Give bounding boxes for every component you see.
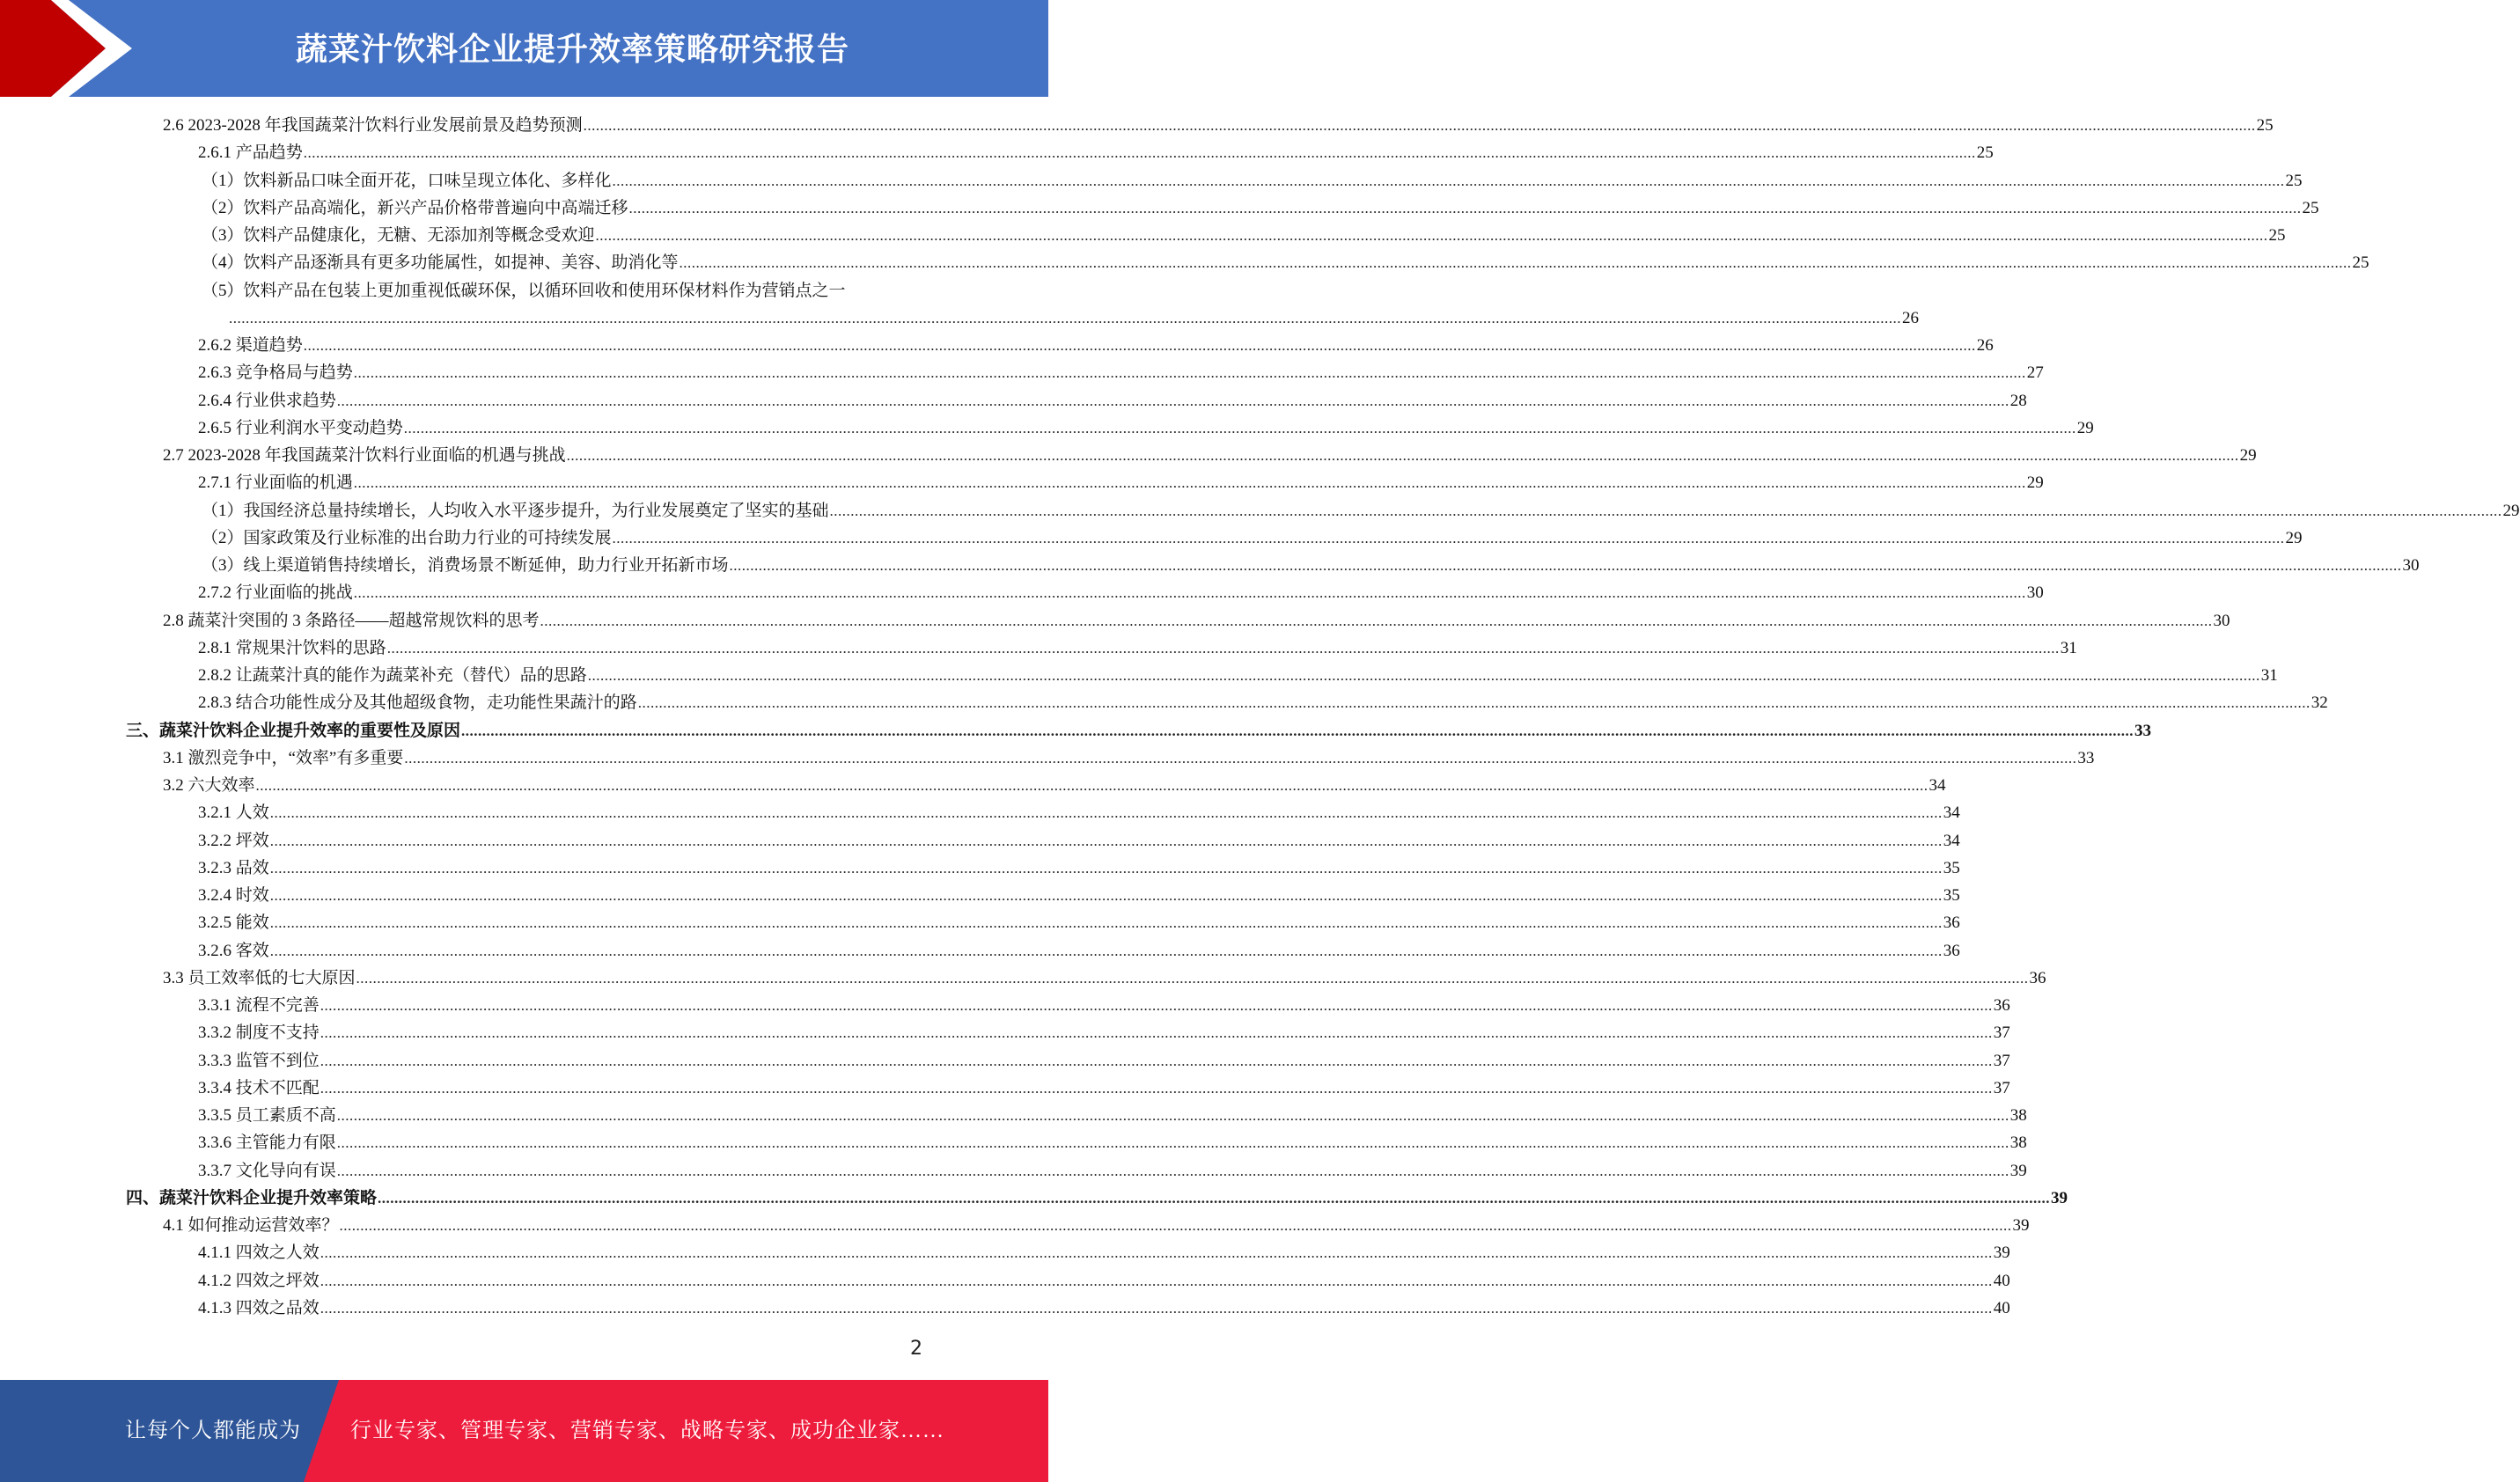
toc-dot-leader: ................................................................................................................................................................................................................................................................................................................................................................................................................ [269, 859, 1943, 877]
toc-entry-title: 4.1.2 四效之坪效 [198, 1271, 320, 1290]
toc-dot-leader: ................................................................................................................................................................................................................................................................................................................................................................................................................ [336, 1162, 2009, 1179]
toc-dot-leader: ................................................................................................................................................................................................................................................................................................................................................................................................................ [566, 447, 2239, 464]
toc-entry-page: 36 [1993, 996, 2010, 1015]
toc-dot-leader: ................................................................................................................................................................................................................................................................................................................................................................................................................ [829, 502, 2502, 519]
toc-entry-page: 38 [2009, 1106, 2027, 1125]
toc-entry-title: 2.8.2 让蔬菜汁真的能作为蔬菜补充（替代）品的思路 [198, 666, 587, 685]
footer-slogan-right: 行业专家、管理专家、营销专家、战略专家、成功企业家…… [350, 1420, 944, 1442]
toc-entry-page: 40 [1993, 1271, 2010, 1290]
toc-entry-title: （3）线上渠道销售持续增长，消费场景不断延伸，助力行业开拓新市场 [202, 556, 729, 575]
toc-entry[interactable] [0, 772, 1946, 799]
toc-entry-page: 29 [2026, 473, 2044, 493]
toc-entry-page: 35 [1943, 858, 1960, 877]
toc-entry[interactable] [0, 139, 1994, 166]
toc-entry-title: 2.6 2023-2028 年我国蔬菜汁饮料行业发展前景及趋势预测 [163, 116, 583, 135]
table-of-contents [0, 112, 2520, 1322]
toc-entry[interactable] [0, 222, 2286, 249]
toc-entry-title: 3.2.6 客效 [198, 941, 269, 960]
page-footer [0, 1380, 1048, 1482]
toc-entry-title: 3.3.3 监管不到位 [198, 1051, 320, 1070]
toc-dot-leader: ................................................................................................................................................................................................................................................................................................................................................................................................................ [320, 1024, 1993, 1042]
toc-entry-title: 2.8.3 结合功能性成分及其他超级食物，走功能性果蔬汁的路 [198, 693, 637, 713]
toc-entry-page: 40 [1993, 1298, 2010, 1317]
toc-dot-leader: ................................................................................................................................................................................................................................................................................................................................................................................................................ [269, 942, 1943, 959]
toc-dot-leader: ................................................................................................................................................................................................................................................................................................................................................................................................................ [612, 529, 2285, 547]
toc-entry-title: 3.3.4 技术不匹配 [198, 1078, 320, 1097]
toc-entry-title: 2.7 2023-2028 年我国蔬菜汁饮料行业面临的机遇与挑战 [163, 446, 566, 465]
toc-entry[interactable] [0, 745, 2095, 772]
toc-dot-leader: ................................................................................................................................................................................................................................................................................................................................................................................................................ [353, 364, 2026, 382]
toc-entry-page: 32 [2311, 693, 2328, 713]
toc-dot-leader: ................................................................................................................................................................................................................................................................................................................................................................................................................ [320, 1272, 1993, 1289]
toc-dot-leader: ................................................................................................................................................................................................................................................................................................................................................................................................................ [378, 1189, 2051, 1207]
toc-entry[interactable] [0, 442, 2257, 469]
toc-entry[interactable] [0, 525, 2303, 552]
toc-entry-page: 39 [2051, 1188, 2068, 1207]
toc-entry-title: （4）饮料产品逐渐具有更多功能属性，如提神、美容、助消化等 [202, 253, 679, 273]
toc-dot-leader: ................................................................................................................................................................................................................................................................................................................................................................................................................ [336, 1107, 2009, 1124]
toc-entry-page: 33 [2077, 748, 2095, 767]
toc-dot-leader: ................................................................................................................................................................................................................................................................................................................................................................................................................ [461, 722, 2134, 739]
toc-entry-page: 28 [2009, 391, 2027, 410]
toc-entry-title: （1）我国经济总量持续增长，人均收入水平逐步提升，为行业发展奠定了坚实的基础 [202, 501, 829, 520]
toc-entry[interactable] [0, 112, 2274, 139]
toc-entry-title: 2.6.1 产品趋势 [198, 143, 303, 163]
toc-entry-title: 3.2 六大效率 [163, 776, 255, 795]
toc-entry-page: 29 [2285, 528, 2303, 547]
toc-entry-title: 四、蔬菜汁饮料企业提升效率策略 [126, 1188, 378, 1207]
toc-entry-page: 25 [1976, 143, 1994, 163]
toc-entry-page: 27 [2026, 363, 2044, 383]
toc-entry-title: 2.7.1 行业面临的机遇 [198, 473, 353, 493]
toc-dot-leader: ................................................................................................................................................................................................................................................................................................................................................................................................................ [303, 337, 1976, 354]
toc-entry[interactable] [0, 799, 1960, 826]
toc-dot-leader: ................................................................................................................................................................................................................................................................................................................................................................................................................ [356, 969, 2029, 987]
toc-entry-title: 3.2.1 人效 [198, 803, 269, 823]
toc-entry-title: 2.6.4 行业供求趋势 [198, 391, 336, 410]
toc-dot-leader: ................................................................................................................................................................................................................................................................................................................................................................................................................ [339, 1217, 2012, 1234]
toc-entry-page: 39 [2012, 1216, 2030, 1235]
toc-dot-leader: ................................................................................................................................................................................................................................................................................................................................................................................................................ [320, 997, 1993, 1014]
toc-entry[interactable] [0, 882, 1960, 909]
toc-entry[interactable] [0, 909, 1960, 936]
toc-entry[interactable] [0, 359, 2044, 386]
toc-dot-leader: ................................................................................................................................................................................................................................................................................................................................................................................................................ [336, 392, 2009, 409]
toc-entry-title: 4.1 如何推动运营效率？ [163, 1216, 339, 1235]
toc-entry-title: 2.6.2 渠道趋势 [198, 336, 303, 355]
toc-entry-title: 4.1.3 四效之品效 [198, 1298, 320, 1317]
toc-entry-title: （1）饮料新品口味全面开花，口味呈现立体化、多样化 [202, 171, 612, 190]
toc-entry[interactable] [0, 277, 1048, 304]
toc-entry[interactable] [0, 167, 2303, 194]
toc-entry-page: 26 [1902, 308, 1919, 327]
toc-entry-page: 31 [2060, 638, 2077, 657]
toc-entry[interactable] [0, 552, 2420, 579]
toc-entry-title: 3.2.2 坪效 [198, 831, 269, 850]
toc-entry[interactable] [0, 1267, 2010, 1295]
toc-entry-page: 33 [2134, 721, 2152, 740]
toc-entry[interactable] [0, 855, 1960, 882]
toc-entry[interactable] [0, 1075, 2010, 1102]
toc-entry-title: 2.6.5 行业利润水平变动趋势 [198, 418, 403, 437]
toc-dot-leader: ................................................................................................................................................................................................................................................................................................................................................................................................................ [404, 749, 2077, 767]
toc-entry[interactable] [0, 1129, 2027, 1156]
toc-dot-leader: ................................................................................................................................................................................................................................................................................................................................................................................................................ [320, 1244, 1993, 1262]
toc-dot-leader: ................................................................................................................................................................................................................................................................................................................................................................................................................ [540, 612, 2213, 629]
toc-entry[interactable] [0, 937, 1960, 965]
toc-entry[interactable] [0, 194, 2319, 222]
toc-entry-title: 2.6.3 竞争格局与趋势 [198, 363, 353, 383]
toc-entry-page: 31 [2260, 666, 2278, 685]
toc-entry-title: （3）饮料产品健康化，无糖、无添加剂等概念受欢迎 [202, 226, 595, 245]
toc-dot-leader: ................................................................................................................................................................................................................................................................................................................................................................................................................ [320, 1052, 1993, 1069]
footer-slogan-left: 让每个人都能成为 [125, 1420, 301, 1442]
toc-entry-page: 26 [1976, 336, 1994, 355]
toc-entry-page: 25 [2302, 198, 2319, 217]
toc-entry-page: 34 [1943, 831, 1960, 850]
toc-dot-leader: ................................................................................................................................................................................................................................................................................................................................................................................................................ [679, 254, 2352, 272]
toc-entry-title: 3.2.3 品效 [198, 858, 269, 877]
toc-entry[interactable] [0, 579, 2044, 606]
page-number: 2 [910, 1338, 922, 1360]
toc-entry[interactable] [0, 992, 2010, 1019]
toc-entry[interactable] [0, 827, 1960, 855]
toc-entry-page: 29 [2502, 501, 2520, 520]
toc-entry-page: 29 [2239, 446, 2257, 465]
toc-entry-title: （2）国家政策及行业标准的出台助力行业的可持续发展 [202, 528, 612, 547]
toc-entry[interactable] [0, 1239, 2010, 1266]
toc-entry-page: 30 [2402, 556, 2420, 575]
toc-dot-leader: ................................................................................................................................................................................................................................................................................................................................................................................................................ [269, 804, 1943, 822]
toc-entry[interactable] [0, 497, 2520, 525]
toc-entry-title: 3.3.6 主管能力有限 [198, 1134, 336, 1153]
toc-dot-leader: ................................................................................................................................................................................................................................................................................................................................................................................................................ [612, 172, 2285, 189]
toc-entry-page: 25 [2256, 116, 2274, 135]
toc-entry[interactable] [0, 249, 2369, 276]
toc-entry[interactable] [0, 1102, 2027, 1129]
toc-dot-leader: ................................................................................................................................................................................................................................................................................................................................................................................................................ [269, 832, 1943, 849]
toc-entry-page: 36 [2029, 968, 2046, 987]
toc-dot-leader: ................................................................................................................................................................................................................................................................................................................................................................................................................ [587, 667, 2260, 684]
toc-dot-leader: ................................................................................................................................................................................................................................................................................................................................................................................................................ [320, 1299, 1993, 1317]
toc-entry-title: 2.7.2 行业面临的挑战 [198, 583, 353, 603]
toc-entry-page: 25 [2268, 226, 2286, 245]
toc-dot-leader: ................................................................................................................................................................................................................................................................................................................................................................................................................ [269, 887, 1943, 904]
toc-entry[interactable] [0, 965, 2046, 992]
toc-entry-title: （2）饮料产品高端化，新兴产品价格带普遍向中高端迁移 [202, 198, 628, 217]
toc-entry-page: 36 [1943, 913, 1960, 933]
toc-dot-leader: ................................................................................................................................................................................................................................................................................................................................................................................................................ [269, 914, 1943, 932]
toc-entry[interactable] [0, 415, 2094, 442]
toc-dot-leader: ................................................................................................................................................................................................................................................................................................................................................................................................................ [336, 1134, 2009, 1152]
toc-entry-title: 三、蔬菜汁饮料企业提升效率的重要性及原因 [126, 721, 461, 740]
toc-dot-leader: ................................................................................................................................................................................................................................................................................................................................................................................................................ [386, 639, 2060, 657]
toc-dot-leader: ................................................................................................................................................................................................................................................................................................................................................................................................................ [255, 777, 1929, 794]
toc-dot-leader: ................................................................................................................................................................................................................................................................................................................................................................................................................ [303, 144, 1976, 162]
toc-entry-page: 39 [1993, 1244, 2010, 1263]
toc-entry-page: 29 [2076, 418, 2094, 437]
toc-entry-page: 37 [1993, 1078, 2010, 1097]
toc-entry[interactable] [0, 689, 2328, 716]
toc-entry-title: 2.8.1 常规果汁饮料的思路 [198, 638, 386, 657]
toc-entry-title: 4.1.1 四效之人效 [198, 1244, 320, 1263]
toc-entry[interactable] [0, 469, 2044, 496]
toc-entry-title: 3.3.5 员工素质不高 [198, 1106, 336, 1125]
page-header [0, 0, 1048, 97]
toc-entry-title: 3.1 激烈竞争中，“效率”有多重要 [163, 748, 404, 767]
toc-entry-title: 2.8 蔬菜汁突围的 3 条路径——超越常规饮料的思考 [163, 611, 540, 630]
toc-entry-title: 3.2.5 能效 [198, 913, 269, 933]
toc-entry-page: 37 [1993, 1023, 2010, 1043]
toc-entry-page: 30 [2213, 611, 2230, 630]
toc-dot-leader: ................................................................................................................................................................................................................................................................................................................................................................................................................ [628, 199, 2302, 216]
toc-entry[interactable] [0, 717, 2152, 745]
report-title: 蔬菜汁饮料企业提升效率策略研究报告 [295, 31, 849, 68]
toc-entry[interactable] [0, 332, 1994, 359]
toc-entry[interactable] [0, 607, 2230, 635]
toc-dot-leader: ................................................................................................................................................................................................................................................................................................................................................................................................................ [353, 474, 2026, 492]
toc-dot-leader: ................................................................................................................................................................................................................................................................................................................................................................................................................ [403, 419, 2076, 437]
toc-entry[interactable] [0, 304, 1919, 332]
toc-dot-leader: ................................................................................................................................................................................................................................................................................................................................................................................................................ [353, 584, 2026, 602]
toc-dot-leader: ................................................................................................................................................................................................................................................................................................................................................................................................................ [320, 1079, 1993, 1097]
toc-entry-page: 30 [2026, 583, 2044, 603]
toc-entry-page: 35 [1943, 886, 1960, 905]
toc-dot-leader: ................................................................................................................................................................................................................................................................................................................................................................................................................ [637, 694, 2311, 712]
toc-dot-leader: ................................................................................................................................................................................................................................................................................................................................................................................................................ [729, 557, 2402, 574]
toc-entry-title: 3.3.7 文化导向有误 [198, 1161, 336, 1180]
toc-entry[interactable] [0, 662, 2278, 689]
toc-entry-title: 3.3 员工效率低的七大原因 [163, 968, 356, 987]
toc-entry-page: 25 [2285, 171, 2303, 190]
toc-entry-page: 39 [2009, 1161, 2027, 1180]
toc-entry[interactable] [0, 387, 2027, 415]
toc-entry[interactable] [0, 1047, 2010, 1075]
toc-entry-title: 3.2.4 时效 [198, 886, 269, 905]
toc-entry-page: 36 [1943, 941, 1960, 960]
toc-entry-page: 34 [1929, 776, 1946, 795]
toc-entry[interactable] [0, 1295, 2010, 1322]
toc-dot-leader: ................................................................................................................................................................................................................................................................................................................................................................................................................ [595, 227, 2268, 244]
toc-entry[interactable] [0, 1185, 2068, 1212]
toc-entry[interactable] [0, 1157, 2027, 1185]
toc-dot-leader: ................................................................................................................................................................................................................................................................................................................................................................................................................ [229, 309, 1901, 326]
toc-entry[interactable] [0, 1019, 2010, 1046]
toc-entry-page: 25 [2352, 253, 2369, 273]
toc-entry[interactable] [0, 1212, 2030, 1239]
toc-entry[interactable] [0, 635, 2077, 662]
toc-entry-page: 38 [2009, 1134, 2027, 1153]
toc-entry-page: 37 [1993, 1051, 2010, 1070]
toc-dot-leader: ................................................................................................................................................................................................................................................................................................................................................................................................................ [583, 117, 2256, 134]
toc-entry-title: 3.3.2 制度不支持 [198, 1023, 320, 1043]
toc-entry-title: 3.3.1 流程不完善 [198, 996, 320, 1015]
toc-entry-title: （5）饮料产品在包装上更加重视低碳环保，以循环回收和使用环保材料作为营销点之一 [202, 281, 846, 300]
toc-entry-page: 34 [1943, 803, 1960, 823]
